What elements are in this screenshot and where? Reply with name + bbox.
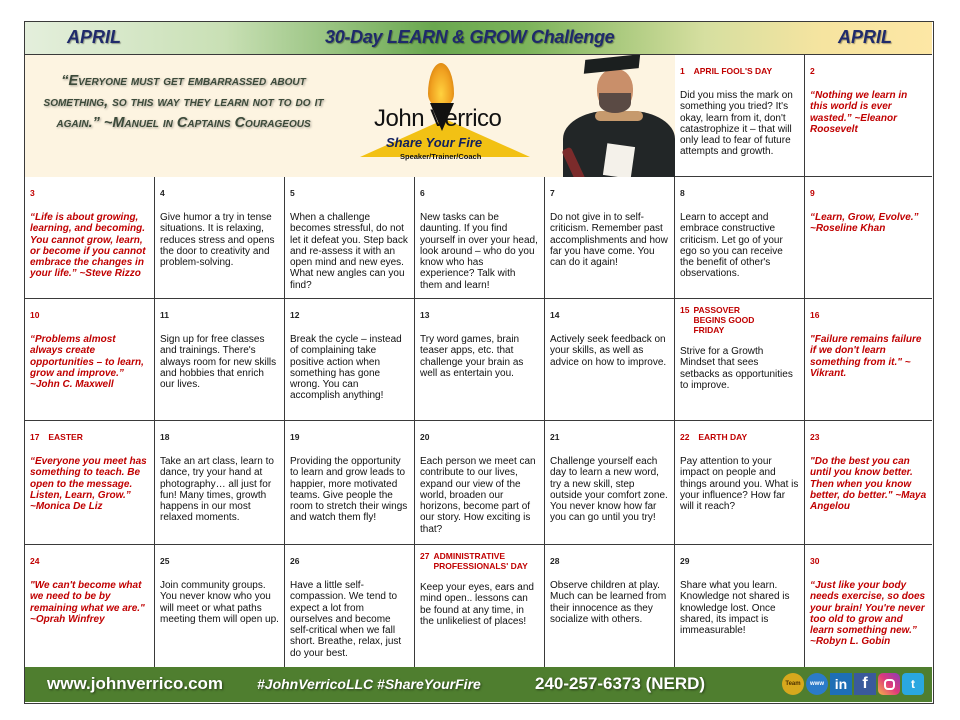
day-header	[420, 551, 539, 571]
day-number: 29	[680, 556, 690, 566]
day-cell-13	[415, 299, 545, 421]
day-cell-10	[25, 299, 155, 421]
month-label-left: APRIL	[67, 27, 121, 47]
holiday-label: APRIL FOOL'S DAY	[693, 66, 773, 76]
logo-tagline: Share Your Fire	[386, 135, 483, 150]
day-number: 14	[550, 310, 560, 320]
day-number: 24	[30, 556, 40, 566]
day-number: 1	[680, 66, 685, 76]
day-number: 10	[30, 310, 40, 320]
day-quote: “Everyone you meet has something to teach. Be open to the message. Listen, Learn, Grow.” ~Monica De Liz	[30, 456, 147, 513]
day-number: 17	[30, 432, 40, 442]
photo-paper	[603, 143, 635, 177]
facebook-icon[interactable]: f	[854, 673, 876, 695]
day-cell-4	[155, 177, 285, 299]
holiday-label: EASTER	[48, 432, 83, 442]
day-number: 3	[30, 188, 35, 198]
day-tip: Keep your eyes, ears and mind open.. lessons can be found at any time, in the unlikeliest of places!	[420, 582, 534, 627]
day-tip: Share what you learn. Knowledge not shared is knowledge lost. Once shared, its impact is immeasurable!	[680, 580, 790, 637]
day-number: 22	[680, 432, 690, 442]
day-number: 26	[290, 556, 300, 566]
day-tip: Join community groups. You never know who you will meet or what paths meeting them will open up.	[160, 580, 279, 625]
graduation-photo	[545, 55, 675, 177]
day-cell-11	[155, 299, 285, 421]
day-cell-17	[25, 421, 155, 545]
social-icons	[782, 673, 924, 695]
john-verrico-logo	[350, 63, 525, 173]
day-number: 18	[160, 432, 170, 442]
day-quote: "We can't become what we need to be by remaining what we are." ~Oprah Winfrey	[30, 580, 145, 625]
day-number: 27	[420, 551, 430, 561]
day-number: 5	[290, 188, 295, 198]
day-cell-21	[545, 421, 675, 545]
day-number: 30	[810, 556, 820, 566]
day-cell-3	[25, 177, 155, 299]
day-number: 9	[810, 188, 815, 198]
day-cell-15	[675, 299, 805, 421]
globe-www-icon[interactable]: www	[806, 673, 828, 695]
day-number: 7	[550, 188, 555, 198]
day-cell-5	[285, 177, 415, 299]
calendar-sheet	[24, 21, 934, 704]
day-quote: “Just like your body needs exercise, so does your brain! You're never too old to grow and learn something new.” ~Robyn L. Gobin	[810, 580, 926, 648]
day-cell-18	[155, 421, 285, 545]
day-header	[680, 305, 799, 335]
day-number: 8	[680, 188, 685, 198]
day-number: 6	[420, 188, 425, 198]
day-cell-7	[545, 177, 675, 299]
instagram-icon[interactable]	[878, 673, 900, 695]
day-number: 20	[420, 432, 430, 442]
hashtags: #JohnVerricoLLC #ShareYourFire	[257, 676, 481, 692]
day-cell-16	[805, 299, 932, 421]
day-tip: When a challenge becomes stressful, do not let it defeat you. Step back and re-assess it with an open mind and new eyes. What new angles can you find?	[290, 212, 408, 291]
day-tip: Pay attention to your impact on people and things around you. What is your influence? How far will it reach?	[680, 456, 799, 513]
featured-quote: “Everyone must get embarrassed about something, so this way they learn not to do it again.” ~Manuel in Captains Courageous	[43, 73, 324, 131]
day-cell-9	[805, 177, 932, 299]
day-tip: Break the cycle – instead of complaining take positive action when something has gone wrong. You can accomplish anything!	[290, 334, 402, 402]
day-quote: “Learn, Grow, Evolve.” ~Roseline Khan	[810, 212, 919, 235]
day-number: 2	[810, 66, 815, 76]
day-number: 15	[680, 305, 690, 315]
day-cell-20	[415, 421, 545, 545]
day-tip: Challenge yourself each day to learn a new word, try a new skill, step outside your comfort zone. You never know how far you can go until you try!	[550, 456, 668, 524]
logo-name: John Verrico	[374, 105, 502, 132]
day-tip: Did you miss the mark on something you tried? It's okay, learn from it, don't catastrophize it – that will only lead to fear of future attempts and growth.	[680, 90, 793, 158]
day-tip: Give humor a try in tense situations. It is relaxing, reduces stress and opens the door to creativity and problem-solving.	[160, 212, 275, 269]
day-quote: “Life is about growing, learning, and becoming. You cannot grow, learn, or become if you cannot embrace the changes in your life.” ~Steve Rizzo	[30, 212, 146, 280]
day-cell-24	[25, 545, 155, 667]
day-number: 23	[810, 432, 820, 442]
day-number: 13	[420, 310, 430, 320]
holiday-label: ADMINISTRATIVE PROFESSIONALS' DAY	[433, 551, 528, 571]
day-cell-25	[155, 545, 285, 667]
day-number: 4	[160, 188, 165, 198]
day-tip: Actively seek feedback on your skills, as well as advice on how to improve.	[550, 334, 667, 368]
day-cell-2	[805, 55, 932, 177]
day-tip: Observe children at play. Much can be learned from their innocence as they socialize with others.	[550, 580, 667, 625]
torch-flame-icon	[428, 63, 454, 107]
day-number: 19	[290, 432, 300, 442]
day-cell-29	[675, 545, 805, 667]
day-tip: Try word games, brain teaser apps, etc. that challenge your brain as well as entertain you.	[420, 334, 524, 379]
day-cell-8	[675, 177, 805, 299]
website-link[interactable]: www.johnverrico.com	[47, 674, 224, 693]
day-cell-27	[415, 545, 545, 667]
challenge-title: 30-Day LEARN & GROW Challenge	[325, 27, 615, 47]
twitter-icon[interactable]: t	[902, 673, 924, 695]
day-number: 25	[160, 556, 170, 566]
day-number: 16	[810, 310, 820, 320]
day-cell-26	[285, 545, 415, 667]
day-tip: Have a little self-compassion. We tend to expect a lot from ourselves and become self-critical when we fall short. Breathe, relax, just do your best.	[290, 580, 402, 659]
day-cell-30	[805, 545, 932, 667]
month-label-right: APRIL	[838, 27, 892, 47]
day-cell-12	[285, 299, 415, 421]
day-tip: Strive for a Growth Mindset that sees setbacks as opportunities to improve.	[680, 346, 793, 391]
day-quote: "Do the best you can until you know better. Then when you know better, do better." ~Maya Angelou	[810, 456, 927, 513]
instagram-glyph	[884, 679, 895, 690]
day-tip: Take an art class, learn to dance, try your hand at photography… all just for fun! Many times, growth happens in our most relaxed moments.	[160, 456, 274, 524]
day-tip: Providing the opportunity to learn and grow leads to happier, more motivated teams. Give people the room to stretch their wings and watch them fly!	[290, 456, 408, 524]
title-bar	[25, 22, 932, 55]
footer-bar	[25, 667, 932, 702]
day-tip: Do not give in to self-criticism. Remember past accomplishments and how far you have come. You can do it again!	[550, 212, 668, 269]
phone-number: 240-257-6373 (NERD)	[535, 674, 706, 693]
day-tip: Each person we meet can contribute to our lives, expand our view of the world, broaden our horizons, become part of our story. How exciting is that?	[420, 456, 536, 535]
day-number: 21	[550, 432, 560, 442]
day-quote: “Nothing we learn in this world is ever wasted.” ~Eleanor Roosevelt	[810, 90, 908, 135]
holiday-label: EARTH DAY	[698, 432, 748, 442]
day-number: 11	[160, 310, 169, 320]
team-badge-icon[interactable]: Team	[782, 673, 804, 695]
day-tip: Sign up for free classes and trainings. There's always room for new skills and hobbies that enrich our lives.	[160, 334, 277, 391]
day-cell-22	[675, 421, 805, 545]
logo-subtitle: Speaker/Trainer/Coach	[400, 152, 482, 161]
banner	[25, 55, 676, 177]
day-cell-14	[545, 299, 675, 421]
day-cell-28	[545, 545, 675, 667]
day-number: 12	[290, 310, 300, 320]
day-tip: New tasks can be daunting. If you find yourself in over your head, look around – who do you know who has experience? Talk with them and learn!	[420, 212, 538, 291]
day-quote: “Problems almost always create opportunities – to learn, grow and improve.” ~John C. Maxwell	[30, 334, 144, 391]
day-quote: "Failure remains failure if we don't learn something from it." ~ Vikrant.	[810, 334, 922, 379]
photo-beard	[599, 93, 631, 113]
day-cell-6	[415, 177, 545, 299]
day-cell-19	[285, 421, 415, 545]
holiday-label: PASSOVER BEGINS GOOD FRIDAY	[693, 305, 755, 335]
day-number: 28	[550, 556, 560, 566]
day-cell-1	[675, 55, 805, 177]
linkedin-icon[interactable]: in	[830, 673, 852, 695]
day-cell-23	[805, 421, 932, 545]
day-tip: Learn to accept and embrace constructive criticism. Let go of your ego so you can receive the benefit of other's observations.	[680, 212, 783, 280]
